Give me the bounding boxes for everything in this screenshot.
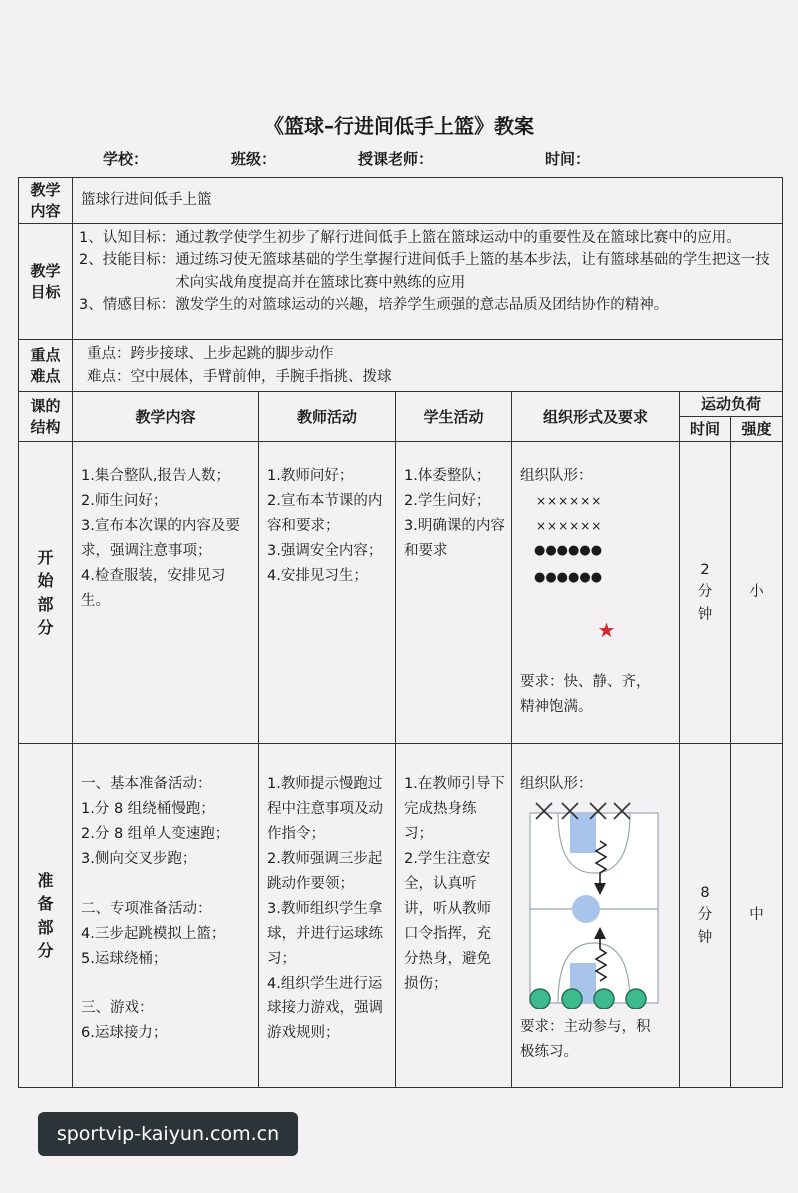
teacher-star-icon: ★ (597, 618, 616, 643)
key-points-label: 重点 难点 (19, 340, 73, 392)
key-points-text (73, 340, 783, 392)
org-label: 组织队形： (520, 776, 593, 792)
structure-header: 课的 结构 (19, 392, 73, 442)
goals-row (19, 224, 783, 340)
section-intensity: 小 (731, 442, 783, 744)
class-label: 班级： (231, 150, 277, 168)
section-name: 开 始 部 分 (19, 442, 73, 744)
section-teacher-activity: 1.教师问好； 2.宣布本节课的内容和要求； 3.强调安全内容； 4.安排见习生； (259, 442, 396, 744)
goal-text: 激发学生的对篮球运动的兴趣，培养学生顽强的意志品质及团结协作的精神。 (175, 297, 669, 314)
difficult-point: 难点：空中展体，手臂前伸，手腕手指挑、拨球 (87, 368, 392, 385)
teacher-label: 授课老师： (358, 150, 434, 168)
watermark-badge: sportvip-kaiyun.com.cn (38, 1112, 298, 1156)
court-diagram (522, 801, 664, 1009)
organization-header: 组织形式及要求 (512, 392, 680, 442)
section-teacher-activity: 1.教师提示慢跑过程中注意事项及动作指令； 2.教师强调三步起跳动作要领； 3.教师组织学生拿球，并进行运球练习； 4.组织学生进行运球接力游戏，强调游戏规则； (259, 744, 396, 1088)
content-label: 教学 内容 (19, 178, 73, 224)
student-header: 学生活动 (396, 392, 512, 442)
center-circle (572, 895, 600, 923)
org-label: 组织队形： (520, 468, 593, 484)
goal-item (79, 227, 776, 249)
goal-item (79, 294, 776, 316)
section-student-activity: 1.体委整队； 2.学生问好； 3.明确课的内容和要求 (396, 442, 512, 744)
section-organization (512, 442, 680, 744)
content-row (19, 178, 783, 224)
goal-number: 2、技能目标： (79, 252, 176, 269)
section-content: 一、基本准备活动： 1.分 8 组绕桶慢跑； 2.分 8 组单人变速跑； 3.侧向交叉步跑； 二、专项准备活动： 4.三步起跳模拟上篮； 5.运球绕桶； 三、游戏： 6.运球接力； (73, 744, 259, 1088)
key-area-top (570, 813, 596, 853)
formation-crosses-row: ×××××× (536, 518, 603, 533)
table-header-row (19, 392, 783, 417)
section-time: 2 分 钟 (680, 442, 731, 744)
goal-number: 1、认知目标： (79, 230, 176, 246)
time-header: 时间 (680, 417, 731, 442)
goal-number: 3、情感目标： (79, 297, 176, 314)
section-time: 8 分 钟 (680, 744, 731, 1088)
section-row-start (19, 442, 783, 744)
section-name: 准 备 部 分 (19, 744, 73, 1088)
content-header: 教学内容 (73, 392, 259, 442)
goals-list (73, 224, 783, 340)
section-row-prep (19, 744, 783, 1088)
teacher-header: 教师活动 (259, 392, 396, 442)
lesson-plan-table (18, 177, 783, 1088)
document-header (0, 148, 798, 170)
section-content: 1.集合整队,报告人数； 2.师生问好； 3.宣布本次课的内容及要求，强调注意事项； 4.检查服装，安排见习生。 (73, 442, 259, 744)
content-text: 篮球行进间低手上篮 (73, 178, 783, 224)
load-header: 运动负荷 (680, 392, 783, 417)
formation-dots-row: ●●●●●● (534, 569, 603, 585)
time-label: 时间： (545, 150, 591, 168)
key-points-row (19, 340, 783, 392)
school-label: 学校： (103, 150, 149, 168)
key-point: 重点：跨步接球、上步起跳的脚步动作 (87, 346, 334, 363)
page-title: 《篮球–行进间低手上篮》教案 (264, 114, 534, 138)
goal-item (79, 249, 776, 294)
requirement-text: 要求：快、静、齐， 精神饱满。 (520, 673, 651, 715)
section-intensity: 中 (731, 744, 783, 1088)
section-organization (512, 744, 680, 1088)
intensity-header: 强度 (731, 417, 783, 442)
section-student-activity: 1.在教师引导下完成热身练习； 2.学生注意安全，认真听讲，听从教师口令指挥，充分热身，避免损伤； (396, 744, 512, 1088)
formation-dots-row: ●●●●●● (534, 543, 603, 559)
formation-crosses-row: ×××××× (536, 493, 603, 508)
goals-label: 教学 目标 (19, 224, 73, 340)
requirement-text: 要求：主动参与，积 极练习。 (520, 1018, 651, 1060)
goal-text: 通过练习使无篮球基础的学生掌握行进间低手上篮的基本步法，让有篮球基础的学生把这一技术向实战角度提高并在篮球比赛中熟练的应用 (175, 252, 770, 291)
goal-text: 通过教学使学生初步了解行进间低手上篮在篮球运动中的重要性及在篮球比赛中的应用。 (175, 230, 741, 246)
